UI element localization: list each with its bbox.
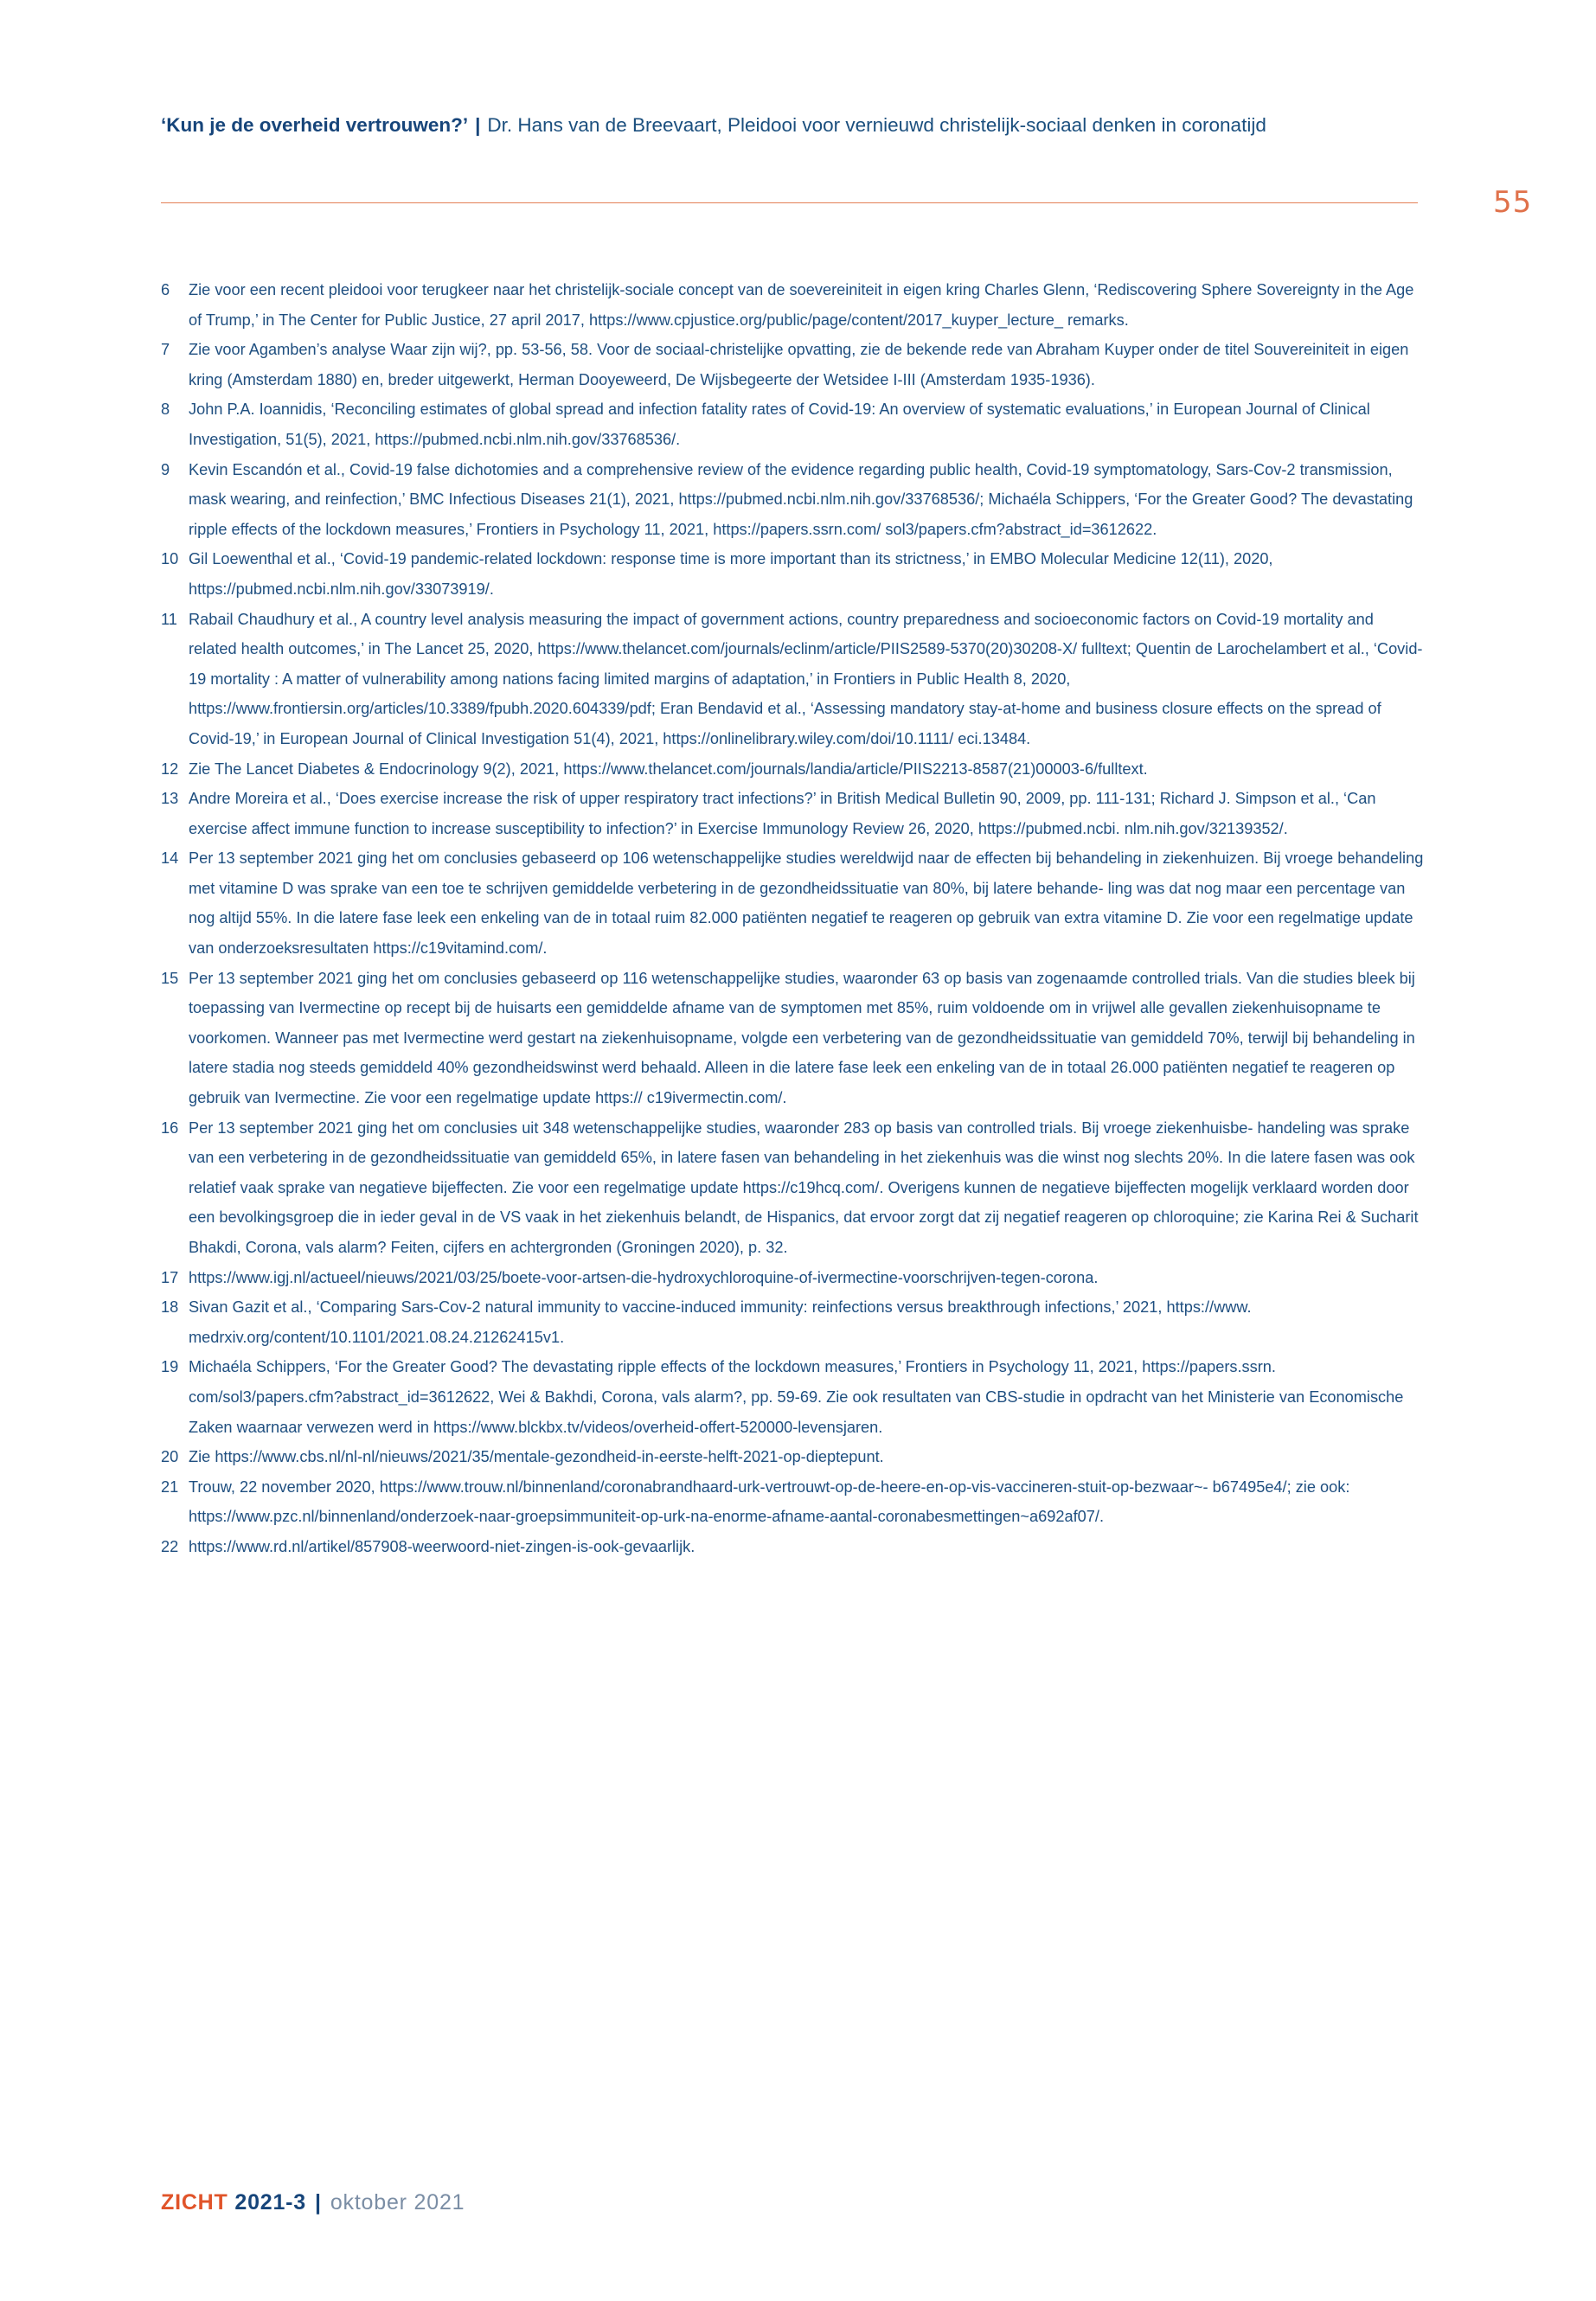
footer-brand: ZICHT (161, 2190, 228, 2214)
endnote-text: Per 13 september 2021 ging het om conclusies gebaseerd op 116 wetenschappelijke studies, waaronder 63 op basis van zogenaamde controlled trials. Van die studies bleek bij toepassing van Ivermectine op recept bij de huisarts een gemiddelde afname van de symptomen met 85%, ruim voldoende om in vrijwel alle gevallen ziekenhuisopname te voorkomen. Wanneer pas met Ivermectine werd gestart na ziekenhuisopname, volgde een verbetering van de gezondheidssituatie van gemiddeld 70%, terwijl bij behandeling in latere stadia nog steeds gemiddeld 40% gezondheidswinst werd behaald. Alleen in die latere fase leek een enkeling van de in totaal 26.000 patiënten negatief te reageren op gebruik van Ivermectine. Zie voor een regelmatige update https:// c19ivermectin.com/. (189, 969, 1415, 1107)
endnote-text: https://www.igj.nl/actueel/nieuws/2021/03/25/boete-voor-artsen-die-hydroxychloroquine-of-ivermectine-voorschrijven-tegen-corona. (189, 1268, 1099, 1286)
endnote-text: Kevin Escandón et al., Covid-19 false dichotomies and a comprehensive review of the evidence regarding public health, Covid-19 symptomatology, Sars-Cov-2 transmission, mask wearing, and reinfection,’ BMC Infectious Diseases 21(1), 2021, https://pubmed.ncbi.nlm.nih.gov/33768536/; Michaéla Schippers, ‘For the Greater Good? The devastating ripple effects of the lockdown measures,’ Frontiers in Psychology 11, 2021, https://papers.ssrn.com/ sol3/papers.cfm?abstract_id=3612622. (189, 460, 1413, 538)
endnote-number: 13 (161, 790, 179, 808)
article-title: ‘Kun je de overheid vertrouwen?’ (161, 114, 469, 136)
endnote-number: 17 (161, 1268, 179, 1286)
endnote-text: https://www.rd.nl/artikel/857908-weerwoord-niet-zingen-is-ook-gevaarlijk. (189, 1537, 695, 1555)
endnote-number: 19 (161, 1358, 179, 1376)
article-subtitle: Dr. Hans van de Breevaart, Pleidooi voor vernieuwd christelijk-sociaal denken in coronatijd (487, 114, 1266, 136)
endnote-number: 9 (161, 460, 170, 478)
endnote (161, 843, 1424, 963)
endnote-number: 8 (161, 401, 170, 419)
page-number: 55 (1493, 185, 1533, 220)
endnote (161, 784, 1424, 843)
endnote (161, 544, 1424, 604)
endnote-text: Zie voor Agamben’s analyse Waar zijn wij?, pp. 53-56, 58. Voor de sociaal-christelijke opvatting, zie de bekende rede van Abraham Kuyper onder de titel Souvereiniteit in eigen kring (Amsterdam 1880) en, breder uitgewerkt, Herman Dooyeweerd, De Wijsbegeerte der Wetsidee I-III (Amsterdam 1935-1936). (189, 341, 1409, 388)
endnote-text: John P.A. Ioannidis, ‘Reconciling estimates of global spread and infection fatality rates of Covid-19: An overview of systematic evaluations,’ in European Journal of Clinical Investigation, 51(5), 2021, https://pubmed.ncbi.nlm.nih.gov/33768536/. (189, 401, 1370, 448)
header-rule (161, 202, 1418, 203)
endnote (161, 1263, 1424, 1293)
endnote (161, 605, 1424, 754)
endnote-text: Andre Moreira et al., ‘Does exercise increase the risk of upper respiratory tract infections?’ in British Medical Bulletin 90, 2009, pp. 111-131; Richard J. Simpson et al., ‘Can exercise affect immune function to increase susceptibility to infection?’ in Exercise Immunology Review 26, 2020, https://pubmed.ncbi. nlm.nih.gov/32139352/. (189, 790, 1376, 837)
endnote-number: 12 (161, 760, 179, 778)
endnote-number: 10 (161, 550, 179, 568)
endnote-number: 6 (161, 281, 170, 298)
endnote-number: 16 (161, 1118, 179, 1137)
endnote-number: 14 (161, 849, 179, 868)
footer-separator: | (315, 2190, 322, 2214)
endnote-number: 11 (161, 610, 177, 628)
footer (161, 2190, 465, 2215)
endnote-number: 22 (161, 1537, 179, 1555)
footer-issue: 2021-3 (234, 2190, 307, 2214)
endnote-number: 20 (161, 1448, 179, 1466)
endnote (161, 1352, 1424, 1442)
endnote-text: Zie The Lancet Diabetes & Endocrinology 9(2), 2021, https://www.thelancet.com/journals/landia/article/PIIS2213-8587(21)00003-6/fulltext. (189, 760, 1148, 778)
endnote (161, 1113, 1424, 1263)
endnote (161, 275, 1424, 335)
endnote-number: 21 (161, 1477, 179, 1496)
endnote (161, 1532, 1424, 1562)
endnote-text: Trouw, 22 november 2020, https://www.trouw.nl/binnenland/coronabrandhaard-urk-vertrouwt-op-de-heere-en-op-vis-vaccineren-stuit-op-bezwaar~- b67495e4/; zie ook: https://www.pzc.nl/binnenland/onderzoek-naar-groepsimmuniteit-op-urk-na-enorme-afname-aantal-coronabesmettingen~a692af07/. (189, 1477, 1350, 1526)
endnote-number: 18 (161, 1298, 179, 1317)
endnote (161, 1442, 1424, 1472)
endnotes-list (161, 275, 1424, 1562)
endnote-text: Per 13 september 2021 ging het om conclusies gebaseerd op 106 wetenschappelijke studies wereldwijd naar de effecten bij behandeling in ziekenhuizen. Bij vroege behandeling met vitamine D was sprake van een toe te schrijven gemiddelde verbetering in de gezondheidssituatie van 80%, bij latere behande- ling was dat nog maar een percentage van nog altijd 55%. In die latere fase leek een enkeling van de in totaal ruim 82.000 patiënten negatief te reageren op gebruik van extra vitamine D. Zie voor een regelmatige update van onderzoeksresultaten https://c19vitamind.com/. (189, 849, 1424, 958)
footer-date: oktober 2021 (330, 2190, 465, 2214)
running-header (161, 114, 1424, 137)
endnote-text: Michaéla Schippers, ‘For the Greater Good? The devastating ripple effects of the lockdown measures,’ Frontiers in Psychology 11, 2021, https://papers.ssrn. com/sol3/papers.cfm?abstract_id=3612622, Wei & Bakhdi, Corona, vals alarm?, pp. 59-69. Zie ook resultaten van CBS-studie in opdracht van het Ministerie van Economische Zaken waarnaar verwezen werd in https://www.blckbx.tv/videos/overheid-offert-520000-levensjaren. (189, 1358, 1404, 1436)
endnote-text: Sivan Gazit et al., ‘Comparing Sars-Cov-2 natural immunity to vaccine-induced immunity: reinfections versus breakthrough infections,’ 2021, https://www. medrxiv.org/content/10.1101/2021.08.24.21262415v1. (189, 1298, 1252, 1346)
endnote-text: Rabail Chaudhury et al., A country level analysis measuring the impact of government actions, country preparedness and socioeconomic factors on Covid-19 mortality and related health outcomes,’ in The Lancet 25, 2020, https://www.thelancet.com/journals/eclinm/article/PIIS2589-5370(20)30208-X/ fulltext; Quentin de Larochelambert et al., ‘Covid-19 mortality : A matter of vulnerability among nations facing limited margins of adaptation,’ in Frontiers in Public Health 8, 2020, https://www.frontiersin.org/articles/10.3389/fpubh.2020.604339/pdf; Eran Bendavid et al., ‘Assessing mandatory stay-at-home and business closure effects on the spread of Covid-19,’ in European Journal of Clinical Investigation 51(4), 2021, https://onlinelibrary.wiley.com/doi/10.1111/ eci.13484. (189, 610, 1423, 747)
endnote-text: Zie https://www.cbs.nl/nl-nl/nieuws/2021/35/mentale-gezondheid-in-eerste-helft-2021-op-dieptepunt. (189, 1448, 884, 1466)
endnote (161, 1292, 1424, 1352)
endnote-text: Gil Loewenthal et al., ‘Covid-19 pandemic-related lockdown: response time is more important than its strictness,’ in EMBO Molecular Medicine 12(11), 2020, https://pubmed.ncbi.nlm.nih.gov/33073919/. (189, 550, 1273, 598)
endnote (161, 964, 1424, 1113)
endnote-number: 7 (161, 341, 170, 359)
endnote (161, 335, 1424, 394)
endnote (161, 455, 1424, 545)
endnote (161, 1472, 1424, 1532)
endnote (161, 394, 1424, 454)
endnote-text: Per 13 september 2021 ging het om conclusies uit 348 wetenschappelijke studies, waaronder 283 op basis van controlled trials. Bij vroege ziekenhuisbe- handeling was sprake van een verbetering in de gezondheidssituatie van gemiddeld 65%, in latere fasen van behandeling in het ziekenhuis was die winst nog slechts 20%. In die latere fasen was ook relatief vaak sprake van negatieve bijeffecten. Zie voor een regelmatige update https://c19hcq.com/. Overigens kunnen de negatieve bijeffecten mogelijk verklaard worden door een bevolkingsgroep die in ieder geval in de VS vaak in het ziekenhuis belandt, de Hispanics, dat ervoor zorgt dat zij negatief reageren op chloroquine; zie Karina Rei & Sucharit Bhakdi, Corona, vals alarm? Feiten, cijfers en achtergronden (Groningen 2020), p. 32. (189, 1118, 1419, 1256)
endnote-text: Zie voor een recent pleidooi voor terugkeer naar het christelijk-sociale concept van de soevereiniteit in eigen kring Charles Glenn, ‘Rediscovering Sphere Sovereignty in the Age of Trump,’ in The Center for Public Justice, 27 april 2017, https://www.cpjustice.org/public/page/content/2017_kuyper_lecture_ remarks. (189, 281, 1414, 329)
endnote-number: 15 (161, 969, 179, 987)
endnote (161, 754, 1424, 785)
header-separator: | (475, 114, 481, 136)
